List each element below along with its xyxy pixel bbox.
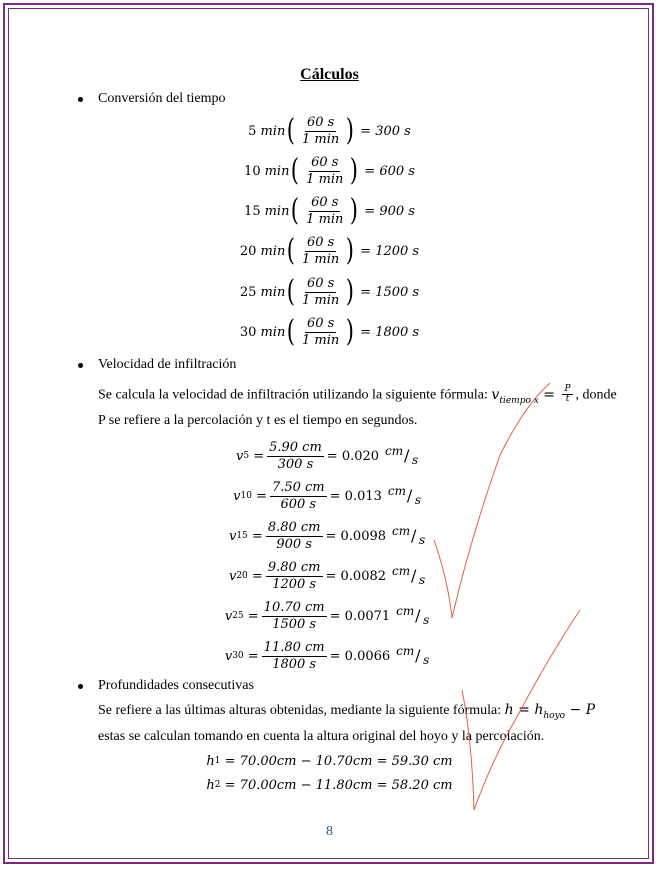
vel-result: 0.0071 bbox=[344, 608, 391, 624]
conversion-equation: 25 min ( $\frac{60 s}{1 \min}$ ) = 1500 s bbox=[239, 274, 420, 309]
conv-den: 1 min bbox=[302, 292, 340, 308]
conv-value: 15 bbox=[244, 203, 261, 219]
unit-cm-per-s: cm / s bbox=[385, 444, 419, 467]
conv-num: 60 s bbox=[306, 315, 335, 331]
conv-result: 1800 s bbox=[375, 324, 420, 340]
conversion-equation: 30 min ( $\frac{60 s}{1 \min}$ ) = 1800 s bbox=[239, 314, 420, 349]
depths-paragraph-line2: estas se calculan tomando en cuenta la altura original del hoyo y la percolación. bbox=[98, 729, 545, 744]
vel-num: 10.70 cm bbox=[263, 599, 325, 615]
vel-result: 0.0098 bbox=[340, 528, 387, 544]
height-sub: 2 bbox=[214, 780, 221, 790]
conv-value: 20 bbox=[239, 243, 257, 259]
vel-sub: 10 bbox=[240, 491, 252, 501]
unit-cm-per-s: cm / s bbox=[392, 564, 426, 587]
conv-value: 30 bbox=[239, 324, 257, 340]
conv-den: 1 min bbox=[302, 131, 340, 147]
unit-cm-per-s: cm / s bbox=[387, 484, 422, 507]
conv-result: 300 s bbox=[375, 123, 411, 139]
vel-result: 0.013 bbox=[344, 488, 382, 504]
conv-result: 1500 s bbox=[375, 284, 420, 300]
velocity-tail: , donde bbox=[575, 387, 617, 403]
conv-unit: min bbox=[264, 203, 290, 219]
velocity-equation: v 25 = $\frac{10.70 cm}{1500 s}$ = 0.0071 cm / s bbox=[0, 596, 659, 636]
conv-result: 900 s bbox=[379, 203, 415, 219]
depths-text: Se refiere a las últimas alturas obtenidas, mediante la siguiente fórmula: bbox=[98, 703, 502, 718]
section-heading-velocity: Velocidad de infiltración bbox=[98, 357, 237, 372]
conv-den: 1 min bbox=[302, 332, 340, 348]
vel-den: 900 s bbox=[276, 536, 312, 552]
section-heading-depths: Profundidades consecutivas bbox=[98, 678, 254, 693]
vel-num: 8.80 cm bbox=[267, 519, 321, 535]
vel-den: 1800 s bbox=[272, 656, 317, 672]
check-mark-icon bbox=[434, 383, 550, 618]
vel-den: 600 s bbox=[280, 496, 317, 512]
conv-den: 1 min bbox=[306, 211, 344, 227]
page-title: Cálculos bbox=[300, 66, 359, 83]
conv-unit: min bbox=[260, 123, 286, 139]
vel-num: 7.50 cm bbox=[271, 479, 325, 495]
conv-num: 60 s bbox=[306, 114, 335, 130]
depth-formula: $h = h_{hoyo} - P$ bbox=[504, 702, 596, 721]
conv-result: 1200 s bbox=[375, 243, 420, 259]
conv-unit: min bbox=[260, 284, 286, 300]
conv-num: 60 s bbox=[311, 154, 339, 170]
vel-sub: 25 bbox=[232, 611, 244, 621]
vel-sub: 20 bbox=[236, 571, 248, 581]
vel-sub: 30 bbox=[232, 651, 244, 661]
vel-num: 5.90 cm bbox=[269, 439, 322, 455]
conversion-equation: 10 min ( $\frac{60 s}{1 \min}$ ) = 600 s bbox=[244, 153, 415, 188]
velocity-equation: v 10 = $\frac{7.50 cm}{600 s}$ = 0.013 cm / s bbox=[0, 476, 659, 516]
vel-result: 0.020 bbox=[341, 448, 380, 464]
velocity-paragraph-line2: P se refiere a la percolación y t es el tiempo en segundos. bbox=[98, 413, 418, 428]
height-equation: h 2 = 70.00cm − 11.80cm = 58.20 cm bbox=[206, 777, 453, 793]
height-sub: 1 bbox=[214, 756, 221, 766]
conv-unit: min bbox=[264, 163, 290, 179]
height-expr: 70.00cm − 11.80cm = 58.20 cm bbox=[239, 777, 453, 793]
velocity-text: Se calcula la velocidad de infiltración utilizando la siguiente fórmula: bbox=[98, 387, 488, 403]
conv-num: 60 s bbox=[306, 234, 335, 250]
velocity-equation: v 20 = $\frac{9.80 cm}{1200 s}$ = 0.0082 cm / s bbox=[0, 556, 659, 596]
unit-cm-per-s: cm / s bbox=[392, 524, 426, 547]
velocity-formula: $v_{tiempo x}$ = $\frac{P}{t}$ bbox=[491, 384, 571, 406]
unit-cm-per-s: cm / s bbox=[396, 604, 430, 627]
conversion-equation: 5 min ( $\frac{60 s}{1 \min}$ ) = 300 s bbox=[248, 113, 411, 148]
conv-num: 60 s bbox=[306, 275, 335, 291]
vel-den: 300 s bbox=[277, 456, 314, 472]
section-heading-conversion: Conversión del tiempo bbox=[98, 91, 226, 106]
height-equation: h 1 = 70.00cm − 10.70cm = 59.30 cm bbox=[206, 753, 453, 769]
height-expr: 70.00cm − 10.70cm = 59.30 cm bbox=[239, 753, 453, 769]
conv-value: 25 bbox=[239, 284, 257, 300]
unit-cm-per-s: cm / s bbox=[396, 644, 430, 667]
vel-result: 0.0066 bbox=[344, 648, 391, 664]
conv-result: 600 s bbox=[379, 163, 415, 179]
conversion-equation: 15 min ( $\frac{60 s}{1 \min}$ ) = 900 s bbox=[244, 193, 415, 228]
vel-num: 11.80 cm bbox=[263, 639, 325, 655]
conv-value: 5 bbox=[248, 123, 257, 139]
vel-sub: 15 bbox=[236, 531, 248, 541]
conversion-equation: 20 min ( $\frac{60 s}{1 \min}$ ) = 1200 s bbox=[239, 233, 420, 268]
conv-unit: min bbox=[260, 243, 286, 259]
check-mark-icon bbox=[462, 610, 580, 810]
velocity-equation: v 15 = $\frac{8.80 cm}{900 s}$ = 0.0098 cm / s bbox=[0, 516, 659, 556]
conv-den: 1 min bbox=[302, 251, 340, 267]
vel-result: 0.0082 bbox=[340, 568, 387, 584]
vel-sub: 5 bbox=[243, 451, 250, 461]
vel-den: 1200 s bbox=[272, 576, 317, 592]
velocity-equation: v 5 = $\frac{5.90 cm}{300 s}$ = 0.020 cm / s bbox=[0, 436, 659, 476]
conv-den: 1 min bbox=[306, 171, 344, 187]
conv-value: 10 bbox=[244, 163, 261, 179]
page-number: 8 bbox=[326, 824, 333, 839]
conv-unit: min bbox=[260, 324, 286, 340]
vel-num: 9.80 cm bbox=[267, 559, 321, 575]
velocity-equation: v 30 = $\frac{11.80 cm}{1800 s}$ = 0.0066 cm / s bbox=[0, 636, 659, 676]
conv-num: 60 s bbox=[311, 194, 339, 210]
vel-den: 1500 s bbox=[272, 616, 317, 632]
